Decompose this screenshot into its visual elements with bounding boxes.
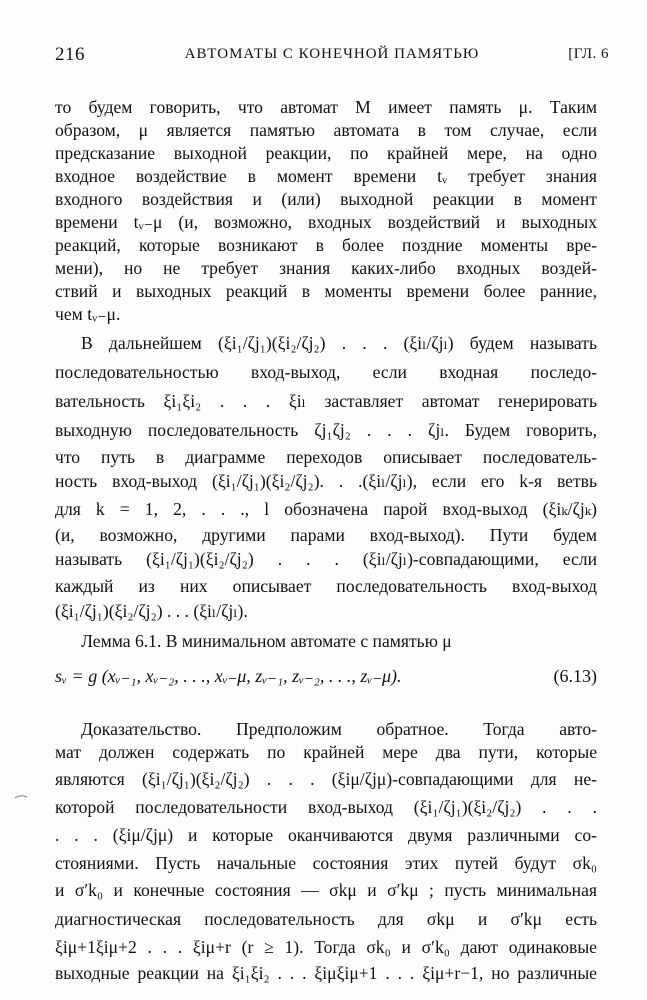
text-line: (ξi₁/ζj₁)(ξi₂/ζj₂) . . . (ξiₗ/ζjₗ). bbox=[55, 601, 248, 621]
text-line: входное воздействие в момент времени tᵥ требует знания bbox=[55, 166, 597, 186]
text-line: образом, μ является памятью автомата в том случае, если bbox=[55, 120, 597, 140]
text-line: стояниями. Пусть начальные состояния этих путей будут σk₀ bbox=[55, 853, 597, 873]
chapter-reference: [ГЛ. 6 bbox=[568, 46, 609, 62]
text-line: (и, возможно, другими парами вход-выход). Пути будем bbox=[55, 525, 597, 545]
text-line: . . . (ξiμ/ζjμ) и которые оканчиваются двумя различными со- bbox=[55, 825, 597, 845]
text-line: реакций, которые возникают в более поздние моменты вре- bbox=[55, 235, 597, 255]
text-line: предсказание выходной реакции, по крайней мере, на одно bbox=[55, 143, 597, 163]
text-line: чем tᵥ₋μ. bbox=[55, 304, 121, 324]
lemma-statement: Лемма 6.1. В минимальном автомате с памятью μ bbox=[81, 631, 452, 651]
running-title: АВТОМАТЫ С КОНЕЧНОЙ ПАМЯТЬЮ bbox=[184, 46, 480, 62]
text-line: диагностическая последовательность для σkμ и σ′kμ есть bbox=[55, 909, 597, 929]
text-line: выходную последовательность ζj₁ζj₂ . . . ζjₗ. Будем говорить, bbox=[55, 420, 597, 440]
margin-pencil-mark bbox=[14, 793, 28, 801]
text-line: мат должен содержать по крайней мере два пути, которые bbox=[55, 742, 597, 762]
equation-formula: sᵥ = g (xᵥ₋₁, xᵥ₋₂, . . ., xᵥ₋μ, zᵥ₋₁, zᵥ₋₂, . . ., zᵥ₋μ). bbox=[55, 666, 402, 686]
text-line: и σ′k₀ и конечные состояния — σkμ и σ′kμ ; пусть минимальная bbox=[55, 880, 597, 900]
text-line: для k = 1, 2, . . ., l обозначена парой вход-выход (ξiₖ/ζjₖ) bbox=[55, 499, 597, 519]
text-line: называть (ξi₁/ζj₁)(ξi₂/ζj₂) . . . (ξiₗ/ζjₗ)-совпадающими, если bbox=[55, 549, 597, 569]
text-line: что путь в диаграмме переходов описывает последователь- bbox=[55, 447, 597, 467]
text-line: вательность ξi₁ξi₂ . . . ξiₗ заставляет автомат генерировать bbox=[55, 391, 597, 411]
running-header bbox=[55, 44, 609, 68]
page-number: 216 bbox=[55, 44, 85, 65]
text-line: которой последовательности вход-выход (ξi₁/ζj₁)(ξi₂/ζj₂) . . . bbox=[55, 797, 597, 817]
text-line: то будем говорить, что автомат M имеет память μ. Таким bbox=[55, 97, 597, 117]
text-line: выходные реакции на ξi₁ξi₂ . . . ξiμξiμ+1 . . . ξiμ+r−1, но различные bbox=[55, 963, 597, 983]
text-line: ствий и выходных реакций в моменты времени более ранние, bbox=[55, 281, 597, 301]
text-line: В дальнейшем (ξi₁/ζj₁)(ξi₂/ζj₂) . . . (ξiₗ/ζjₗ) будем называть bbox=[81, 333, 597, 353]
text-line: последовательностью вход-выход, если входная последо- bbox=[55, 362, 597, 382]
text-line: ность вход-выход (ξi₁/ζj₁)(ξi₂/ζj₂). . .(ξiₗ/ζjₗ), если его k-я ветвь bbox=[55, 471, 597, 491]
text-line: являются (ξi₁/ζj₁)(ξi₂/ζj₂) . . . (ξiμ/ζjμ)-совпадающими для не- bbox=[55, 769, 597, 789]
text-line: Доказательство. Предположим обратное. Тогда авто- bbox=[81, 719, 597, 739]
text-line: каждый из них описывает последовательность вход-выход bbox=[55, 576, 597, 596]
text-line: времени tᵥ₋μ (и, возможно, входных воздействий и выходных bbox=[55, 212, 597, 232]
text-line: ξiμ+1ξiμ+2 . . . ξiμ+r (r ≥ 1). Тогда σk₀ и σ′k₀ дают одинаковые bbox=[55, 937, 597, 957]
text-line: входного воздействия и (или) выходной реакции в момент bbox=[55, 189, 597, 209]
text-line: мени), но не требует знания каких-либо входных воздей- bbox=[55, 258, 597, 278]
equation-number: (6.13) bbox=[553, 666, 597, 686]
